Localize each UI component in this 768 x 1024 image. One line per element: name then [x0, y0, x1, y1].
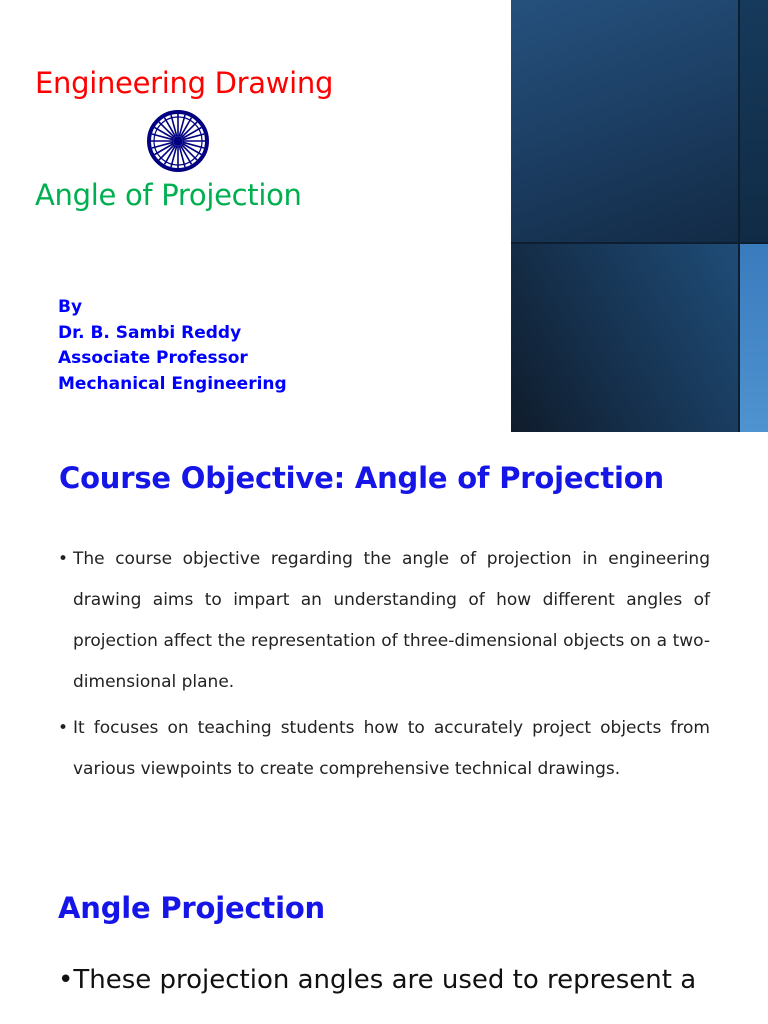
decorative-block-bottom	[511, 244, 740, 432]
cover-title: Engineering Drawing	[35, 66, 334, 100]
angle-projection-bullet	[58, 965, 696, 995]
angle-projection-bullet-text: These projection angles are used to represent a	[73, 965, 697, 995]
bullet-glyph: •	[58, 718, 69, 738]
author-department: Mechanical Engineering	[58, 373, 287, 394]
decorative-strip-top	[740, 0, 768, 242]
objective-bullet	[58, 539, 710, 703]
decorative-divider-vertical	[738, 0, 740, 432]
author-block	[58, 295, 287, 397]
objective-bullet	[58, 708, 710, 790]
author-position: Associate Professor	[58, 348, 248, 368]
objective-heading: Course Objective: Angle of Projection	[59, 461, 664, 495]
ashoka-chakra-icon	[146, 109, 210, 173]
cover-subtitle: Angle of Projection	[35, 178, 302, 212]
objective-bullet-text: It focuses on teaching students how to accurately project objects from various viewpoints to create comprehensive technical drawings.	[73, 718, 710, 779]
decorative-panel	[511, 0, 768, 432]
author-by: By	[58, 297, 83, 317]
decorative-block-top	[511, 0, 740, 242]
objective-bullet-text: The course objective regarding the angle of projection in engineering drawing aims to impart an understanding of how different angles of projection affect the representation of three-dimensional objects on a two-dimensional plane.	[73, 549, 710, 692]
cover-slide	[0, 0, 768, 432]
author-name: Dr. B. Sambi Reddy	[58, 322, 242, 343]
bullet-glyph: •	[58, 549, 69, 569]
decorative-strip-bottom	[740, 244, 768, 432]
angle-projection-slide	[0, 850, 768, 1024]
objective-slide	[0, 433, 768, 849]
bullet-glyph: •	[58, 965, 74, 995]
decorative-divider-horizontal	[511, 242, 768, 244]
angle-projection-heading: Angle Projection	[58, 891, 326, 925]
